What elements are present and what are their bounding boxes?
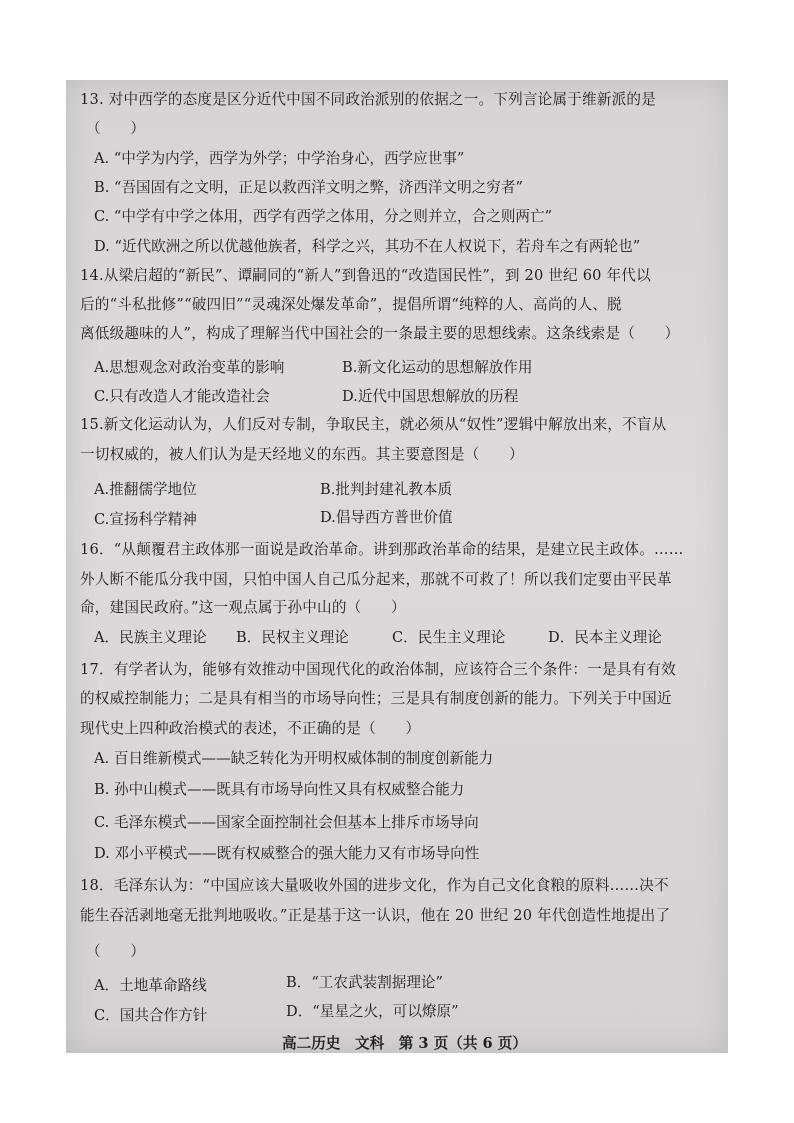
question-15-option-d: D.倡导西方普世价值 bbox=[320, 509, 453, 526]
question-16-option-c: C．民生主义理论 bbox=[392, 629, 506, 646]
question-13-option-a: A. “中学为内学，西学为外学；中学治身心，西学应世事” bbox=[94, 150, 465, 167]
question-17-line-3: 现代史上四种政治模式的表述，不正确的是（ ） bbox=[80, 720, 421, 737]
question-14-option-c: C.只有改造人才能改造社会 bbox=[94, 388, 270, 405]
question-15-line-2: 一切权威的，被人们认为是天经地义的东西。其主要意图是（ ） bbox=[80, 446, 524, 463]
question-15-option-b: B.批判封建礼教本质 bbox=[320, 481, 453, 498]
question-16-line-1: 16．“从颠覆君主政体那一面说是政治革命。讲到那政治革命的结果，是建立民主政体。…… bbox=[80, 541, 684, 558]
question-14-option-b: B.新文化运动的思想解放作用 bbox=[342, 359, 533, 376]
question-18-option-b: B．“工农武装割据理论” bbox=[286, 974, 443, 991]
page-footer: 高二历史 文科 第 3 页（共 6 页） bbox=[282, 1035, 527, 1052]
question-14-option-d: D.近代中国思想解放的历程 bbox=[342, 388, 519, 405]
question-14-line-3: 离低级趣味的人”，构成了理解当代中国社会的一条最主要的思想线索。这条线索是（ ） bbox=[80, 325, 680, 342]
question-17-option-a: A. 百日维新模式——缺乏转化为开明权威体制的制度创新能力 bbox=[94, 750, 494, 767]
exam-paper bbox=[66, 80, 728, 1053]
question-18-line-2: 能生吞活剥地毫无批判地吸收。”正是基于这一认识，他在 20 世纪 20 年代创造性地提出了 bbox=[80, 907, 671, 924]
question-13-line-1: 13. 对中西学的态度是区分近代中国不同政治派别的依据之一。下列言论属于维新派的是 bbox=[80, 91, 657, 108]
question-17-option-d: D. 邓小平模式——既有权威整合的强大能力又有市场导向性 bbox=[94, 845, 480, 862]
question-18-option-a: A．土地革命路线 bbox=[94, 977, 207, 994]
question-13-option-c: C. “中学有中学之体用，西学有西学之体用，分之则并立，合之则两亡” bbox=[94, 208, 553, 225]
question-15-option-a: A.推翻儒学地位 bbox=[94, 481, 197, 498]
question-13-line-2: （ ） bbox=[86, 120, 146, 137]
question-17-line-1: 17．有学者认为，能够有效推动中国现代化的政治体制，应该符合三个条件：一是具有有效 bbox=[80, 661, 676, 678]
question-16-line-3: 命，建国民政府。”这一观点属于孙中山的（ ） bbox=[80, 599, 406, 616]
question-18-option-c: C．国共合作方针 bbox=[94, 1007, 208, 1024]
question-16-line-2: 外人断不能瓜分我中国，只怕中国人自己瓜分起来，那就不可救了！所以我们定要由平民革 bbox=[80, 571, 672, 588]
question-16-option-b: B．民权主义理论 bbox=[236, 629, 349, 646]
question-17-option-b: B. 孙中山模式——既具有市场导向性又具有权威整合能力 bbox=[94, 781, 465, 798]
paper-content bbox=[66, 80, 728, 1053]
question-13-option-d: D. “近代欧洲之所以优越他族者，科学之兴，其功不在人权说下，若舟车之有两轮也” bbox=[94, 238, 641, 255]
question-15-option-c: C.宣扬科学精神 bbox=[94, 511, 197, 528]
question-14-line-2: 后的“斗私批修”“破四旧”“灵魂深处爆发革命”，提倡所谓“纯粹的人、高尚的人、脱 bbox=[80, 296, 622, 313]
question-14-line-1: 14.从梁启超的“新民”、谭嗣同的“新人”到鲁迅的“改造国民性”，到 20 世纪 60 年代以 bbox=[80, 267, 651, 284]
question-13-option-b: B. “吾国固有之文明，正足以救西洋文明之弊，济西洋文明之穷者” bbox=[94, 179, 523, 196]
question-18-option-d: D．“星星之火，可以燎原” bbox=[286, 1003, 459, 1020]
question-17-line-2: 的权威控制能力；二是具有相当的市场导向性；三是具有制度创新的能力。下列关于中国近 bbox=[80, 690, 672, 707]
question-18-line-1: 18．毛泽东认为：“中国应该大量吸收外国的进步文化，作为自己文化食粮的原料……决不 bbox=[80, 877, 669, 894]
question-16-option-d: D．民本主义理论 bbox=[548, 629, 662, 646]
question-16-option-a: A．民族主义理论 bbox=[94, 629, 207, 646]
question-14-option-a: A.思想观念对政治变革的影响 bbox=[94, 359, 285, 376]
question-15-line-1: 15.新文化运动认为，人们反对专制，争取民主，就必须从“奴性”逻辑中解放出来，不盲从 bbox=[80, 416, 667, 433]
question-17-option-c: C. 毛泽东模式——国家全面控制社会但基本上排斥市场导向 bbox=[94, 814, 479, 831]
question-18-line-3: （ ） bbox=[86, 943, 146, 960]
